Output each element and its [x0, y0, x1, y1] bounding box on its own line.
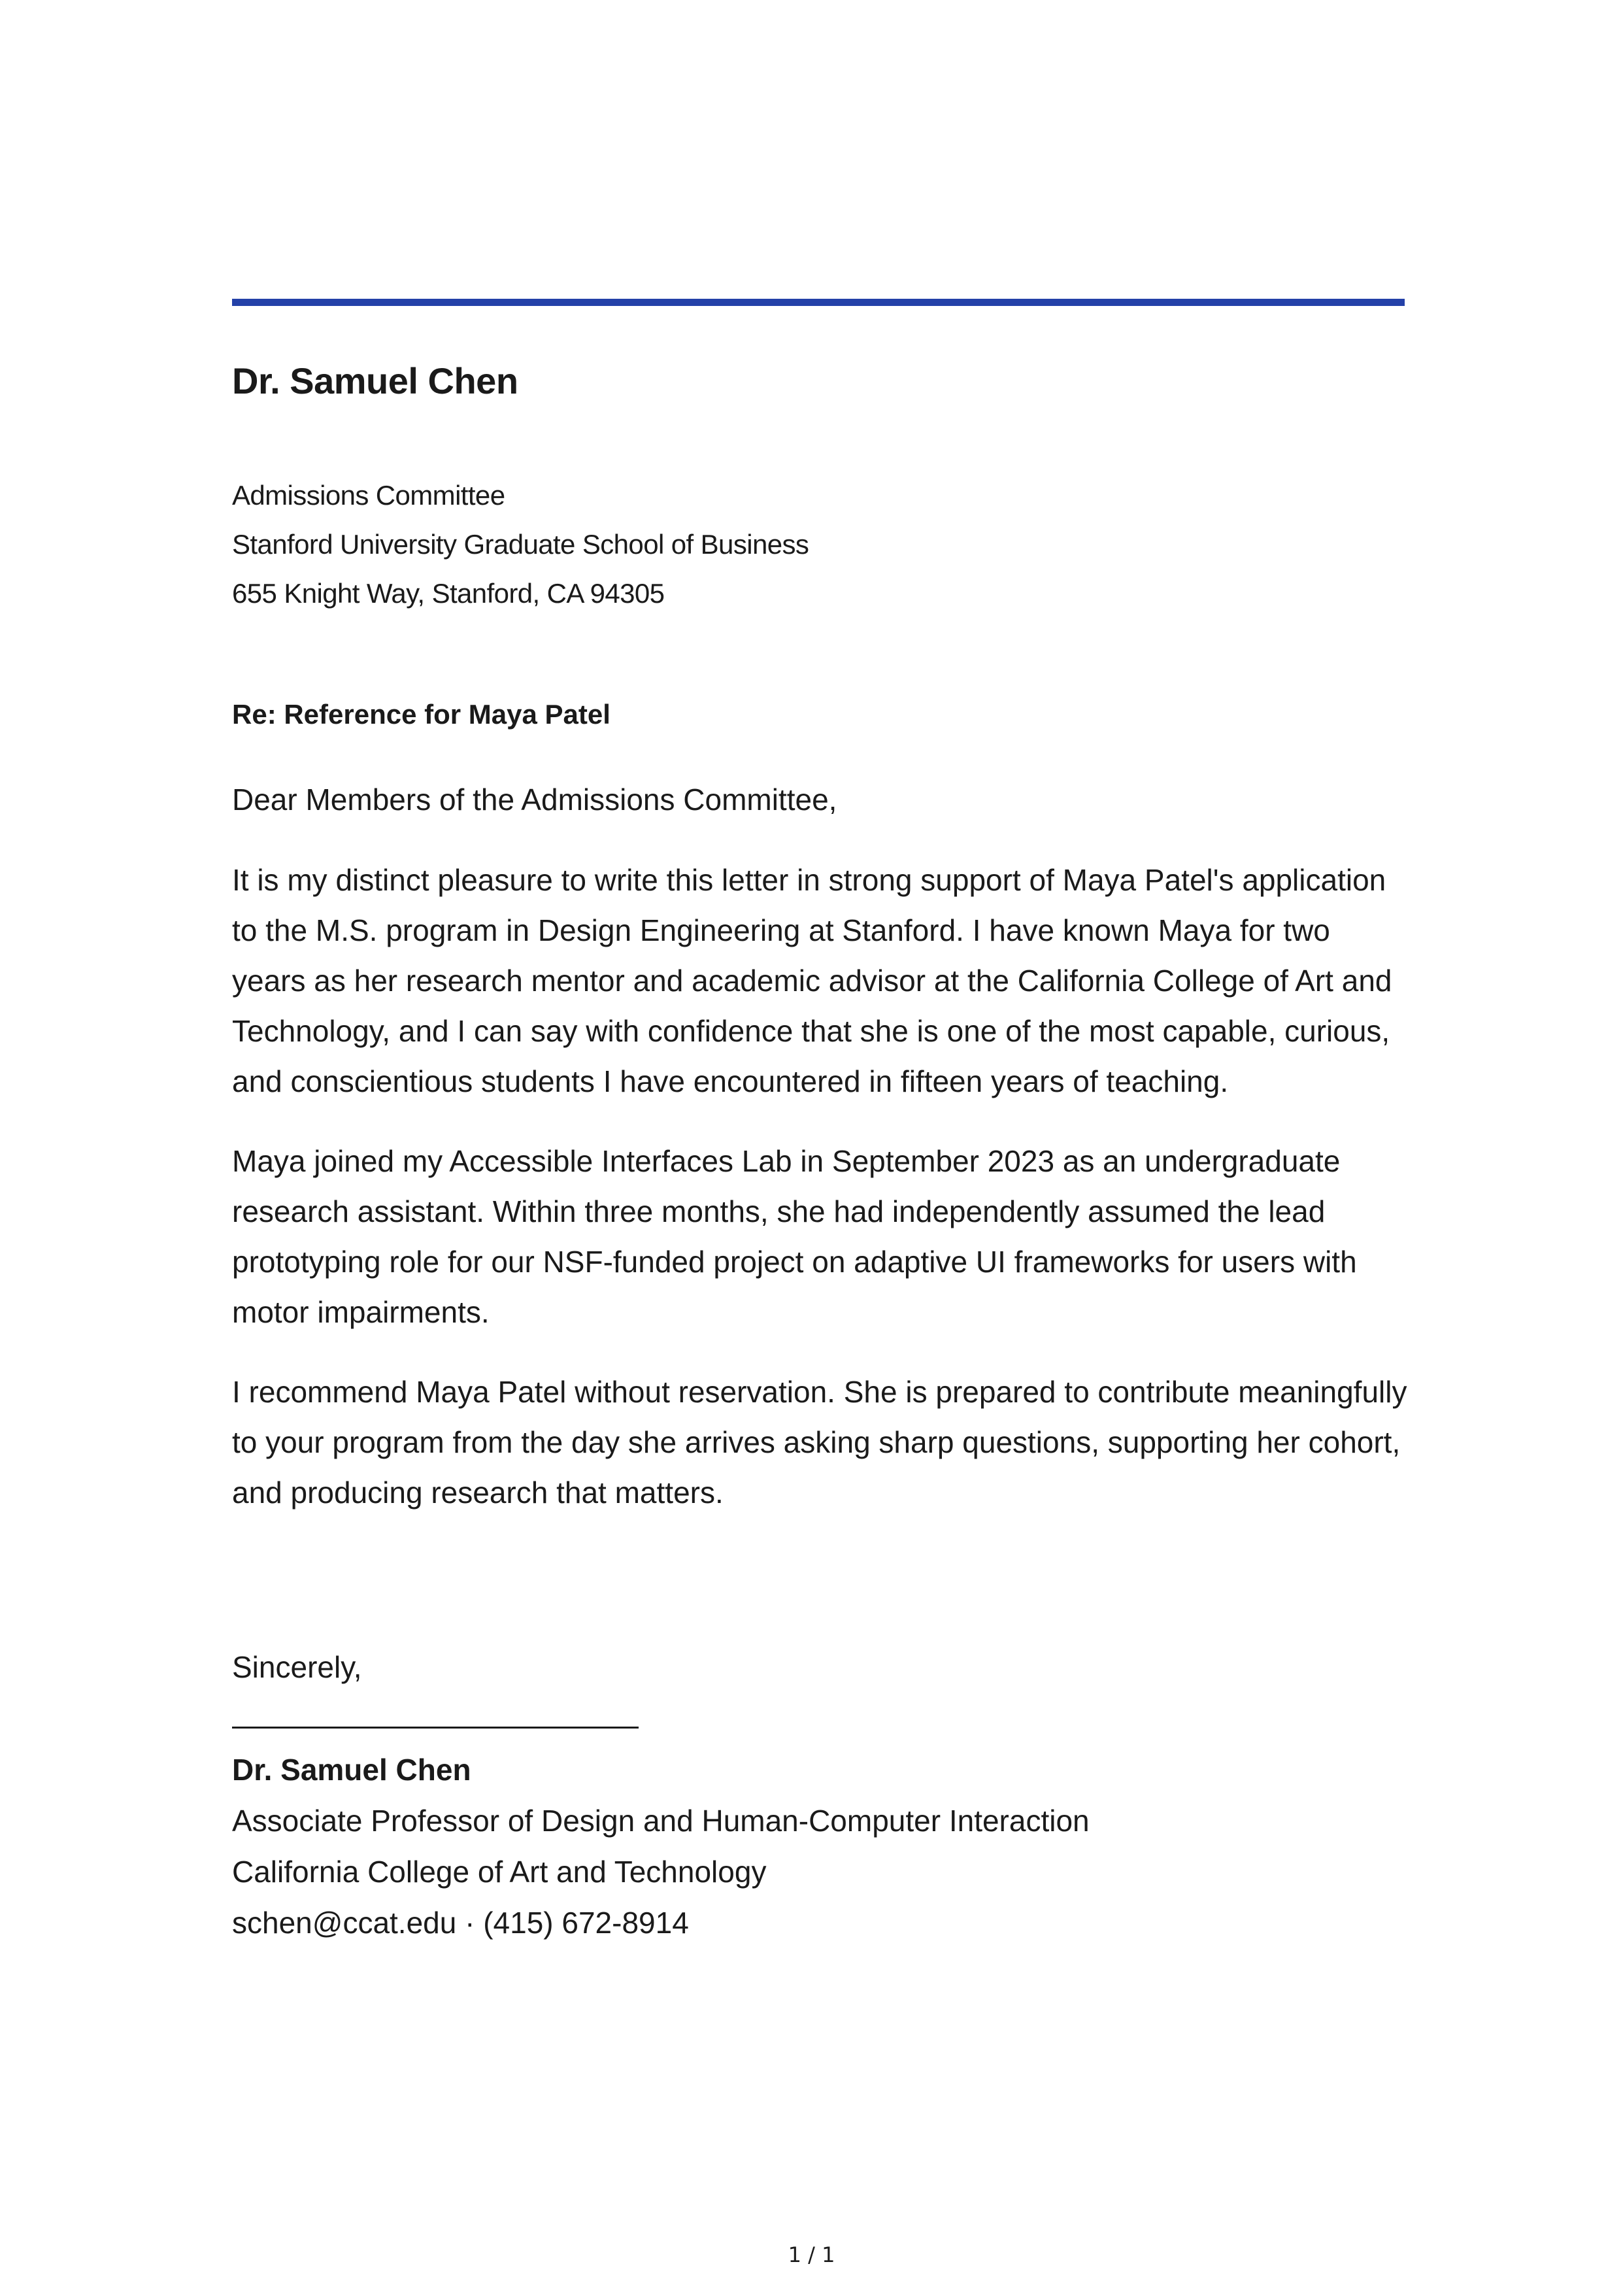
signature-contact: schen@ccat.edu · (415) 672-8914 — [232, 1906, 689, 1940]
signature-line — [232, 1727, 639, 1729]
signature-name: Dr. Samuel Chen — [232, 1753, 471, 1787]
salutation: Dear Members of the Admissions Committee, — [232, 783, 837, 817]
subject-line: Re: Reference for Maya Patel — [232, 699, 611, 730]
body-paragraph: Maya joined my Accessible Interfaces Lab in September 2023 as an undergraduate research assistant. Within three months, she had independently assumed the lead prototyping role for our NSF-funded project on adaptive UI frameworks for users with motor impairments. — [232, 1144, 1357, 1329]
recipient-line: Admissions Committee — [232, 480, 505, 511]
body-paragraph: It is my distinct pleasure to write this letter in strong support of Maya Patel's application to the M.S. program in Design Engineering at Stanford. I have known Maya for two years as her research mentor and academic advisor at the California College of Art and Technology, and I can say with confidence that she is one of the most capable, curious, and conscientious students I have encountered in fifteen years of teaching. — [232, 863, 1392, 1098]
page-indicator: 1 / 1 — [788, 2242, 835, 2267]
sender-name: Dr. Samuel Chen — [232, 360, 518, 401]
closing: Sincerely, — [232, 1650, 362, 1684]
signature-institution: California College of Art and Technology — [232, 1855, 767, 1889]
letter-body — [232, 775, 1409, 1547]
header-accent-rule — [232, 299, 1405, 306]
recipient-line: Stanford University Graduate School of Business — [232, 529, 809, 560]
signature-block — [232, 1744, 1090, 1948]
recipient-address — [232, 471, 809, 618]
signature-title: Associate Professor of Design and Human-Computer Interaction — [232, 1804, 1090, 1838]
body-paragraph: I recommend Maya Patel without reservation. She is prepared to contribute meaningfully to your program from the day she arrives asking sharp questions, supporting her cohort, and producing research that matters. — [232, 1375, 1407, 1510]
recipient-line: 655 Knight Way, Stanford, CA 94305 — [232, 578, 665, 609]
